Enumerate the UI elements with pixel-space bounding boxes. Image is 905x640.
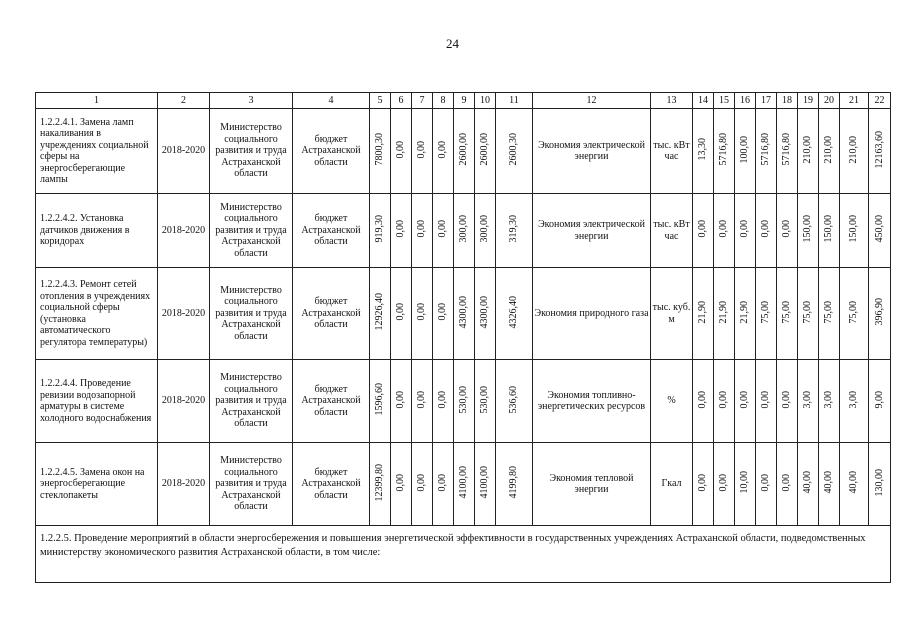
column-number: 16 [735,93,756,109]
indicator-value-text: 0,00 [739,390,751,408]
responsible-executor: Министерство социального развития и труда Астраханской области [210,443,293,526]
expected-effect: Экономия электрической энергии [533,194,651,268]
indicator-value [840,360,869,443]
indicator-value-text: 21,90 [718,300,730,323]
indicator-value-text: 13,30 [697,138,709,161]
unit-of-measure: тыс. кВт час [651,194,693,268]
indicator-value-text: 75,00 [760,300,772,323]
indicator-value [798,360,819,443]
indicator-value [756,268,777,360]
indicator-value-text: 5716,80 [718,133,730,166]
funding-value [370,360,391,443]
indicator-value [735,268,756,360]
indicator-value [869,443,891,526]
funding-value [454,443,475,526]
indicator-value-text: 0,00 [781,220,793,238]
indicator-value [693,109,714,194]
column-number: 9 [454,93,475,109]
expected-effect: Экономия электрической энергии [533,109,651,194]
funding-value-text: 0,00 [395,140,407,158]
implementation-period: 2018-2020 [158,194,210,268]
indicator-value-text: 5716,80 [760,133,772,166]
funding-source: бюджет Астраханской области [293,443,370,526]
implementation-period: 2018-2020 [158,360,210,443]
funding-value [496,443,533,526]
indicator-value-text: 210,00 [802,135,814,163]
unit-of-measure: тыс. куб. м [651,268,693,360]
funding-value [391,443,412,526]
indicator-value [714,360,735,443]
funding-value [475,268,496,360]
indicator-value [756,109,777,194]
column-number: 17 [756,93,777,109]
page-number: 24 [446,36,459,51]
funding-value-text: 0,00 [395,390,407,408]
measure-description: 1.2.2.4.3. Ремонт сетей отопления в учреждениях социальной сферы (установка автоматического регулятора температуры) [36,268,158,360]
funding-value [370,109,391,194]
indicator-value [735,443,756,526]
indicator-value-text: 150,00 [823,215,835,243]
funding-value [412,194,433,268]
funding-value [391,360,412,443]
indicator-value-text: 0,00 [781,390,793,408]
funding-value [412,268,433,360]
funding-value-text: 0,00 [395,473,407,491]
indicator-value [714,268,735,360]
funding-value-text: 300,00 [458,215,470,243]
indicator-value-text: 3,00 [802,390,814,408]
expected-effect: Экономия природного газа [533,268,651,360]
measure-description: 1.2.2.4.4. Проведение ревизии водозапорной арматуры в системе холодного водоснабжения [36,360,158,443]
funding-value-text: 0,00 [416,220,428,238]
indicator-value [756,360,777,443]
indicator-value-text: 0,00 [697,390,709,408]
column-number: 5 [370,93,391,109]
funding-source: бюджет Астраханской области [293,109,370,194]
indicator-value [869,360,891,443]
indicator-value-text: 0,00 [739,220,751,238]
funding-value-text: 0,00 [437,390,449,408]
funding-value-text: 2600,00 [458,133,470,166]
column-number: 15 [714,93,735,109]
indicator-value [693,268,714,360]
responsible-executor: Министерство социального развития и труда Астраханской области [210,268,293,360]
responsible-executor: Министерство социального развития и труда Астраханской области [210,360,293,443]
column-number: 19 [798,93,819,109]
funding-value-text: 4199,80 [508,466,520,499]
indicator-value-text: 0,00 [760,220,772,238]
indicator-value [714,443,735,526]
indicator-value-text: 21,90 [697,300,709,323]
funding-value [496,360,533,443]
indicator-value [798,268,819,360]
indicator-value [756,443,777,526]
funding-value [475,194,496,268]
indicator-value [819,109,840,194]
funding-value [496,109,533,194]
funding-value [496,194,533,268]
column-number: 2 [158,93,210,109]
funding-value-text: 4100,00 [458,466,470,499]
indicator-value-text: 21,90 [739,300,751,323]
unit-of-measure: Гкал [651,443,693,526]
indicator-value [840,268,869,360]
indicator-value [869,109,891,194]
indicator-value-text: 75,00 [781,300,793,323]
funding-value [391,268,412,360]
indicator-value [756,194,777,268]
measure-description: 1.2.2.4.1. Замена ламп накаливания в учреждениях социальной сферы на энергосберегающие лампы [36,109,158,194]
funding-value [475,443,496,526]
funding-value [412,360,433,443]
indicator-value [869,194,891,268]
funding-value-text: 12399,80 [374,463,386,501]
indicator-value [819,194,840,268]
indicator-value [819,360,840,443]
responsible-executor: Министерство социального развития и труда Астраханской области [210,109,293,194]
column-number: 4 [293,93,370,109]
indicator-value-text: 150,00 [848,215,860,243]
indicator-value-text: 0,00 [718,473,730,491]
funding-value [496,268,533,360]
indicator-value-text: 40,00 [848,471,860,494]
indicator-value-text: 0,00 [760,390,772,408]
funding-value [433,443,454,526]
funding-value [454,194,475,268]
funding-value-text: 0,00 [416,303,428,321]
table-row [36,443,891,526]
column-number: 6 [391,93,412,109]
funding-source: бюджет Астраханской области [293,268,370,360]
indicator-value [735,194,756,268]
table-row [36,360,891,443]
table-row [36,268,891,360]
funding-value-text: 0,00 [416,140,428,158]
indicator-value [777,268,798,360]
funding-value [412,109,433,194]
indicator-value-text: 10,00 [739,471,751,494]
indicator-value [840,443,869,526]
column-number: 22 [869,93,891,109]
funding-value [475,109,496,194]
funding-value [391,109,412,194]
responsible-executor: Министерство социального развития и труда Астраханской области [210,194,293,268]
funding-value-text: 4326,40 [508,295,520,328]
funding-value [391,194,412,268]
funding-value [433,109,454,194]
indicator-value [777,109,798,194]
indicator-value [798,109,819,194]
indicator-value-text: 40,00 [802,471,814,494]
implementation-period: 2018-2020 [158,443,210,526]
funding-value-text: 0,00 [395,303,407,321]
funding-value-text: 0,00 [437,140,449,158]
funding-value-text: 1596,60 [374,383,386,416]
indicator-value [735,109,756,194]
expected-effect: Экономия тепловой энергии [533,443,651,526]
indicator-value [840,109,869,194]
measure-description: 1.2.2.4.5. Замена окон на энергосберегающие стеклопакеты [36,443,158,526]
funding-value-text: 919,30 [374,215,386,243]
funding-value-text: 0,00 [395,220,407,238]
funding-value-text: 319,30 [508,215,520,243]
column-number: 20 [819,93,840,109]
funding-value-text: 530,00 [458,385,470,413]
funding-value-text: 4300,00 [479,295,491,328]
indicator-value-text: 0,00 [718,220,730,238]
indicator-value [714,109,735,194]
indicator-value-text: 9,00 [873,390,885,408]
funding-value [454,360,475,443]
expected-effect: Экономия топливно-энергетических ресурсов [533,360,651,443]
indicator-value [693,194,714,268]
indicator-value-text: 3,00 [848,390,860,408]
funding-value-text: 0,00 [416,473,428,491]
indicator-value-text: 75,00 [848,300,860,323]
funding-value-text: 536,60 [508,385,520,413]
indicator-value-text: 100,00 [739,135,751,163]
indicator-value-text: 0,00 [697,473,709,491]
unit-of-measure: % [651,360,693,443]
funding-value [370,443,391,526]
funding-value [370,268,391,360]
indicator-value-text: 210,00 [823,135,835,163]
funding-value [454,109,475,194]
funding-value-text: 7800,30 [374,133,386,166]
indicator-value [693,443,714,526]
column-number: 18 [777,93,798,109]
indicator-value-text: 210,00 [848,135,860,163]
funding-value-text: 0,00 [437,303,449,321]
indicator-value [777,360,798,443]
funding-value-text: 0,00 [437,220,449,238]
funding-value [433,268,454,360]
indicator-value-text: 12163,60 [873,130,885,168]
funding-value-text: 0,00 [437,473,449,491]
indicator-value-text: 75,00 [823,300,835,323]
indicator-value [693,360,714,443]
funding-value-text: 300,00 [479,215,491,243]
indicator-value-text: 0,00 [781,473,793,491]
indicator-value [819,443,840,526]
column-number: 21 [840,93,869,109]
funding-value [454,268,475,360]
funding-value-text: 12926,40 [374,293,386,331]
funding-value-text: 2600,00 [479,133,491,166]
column-number: 8 [433,93,454,109]
indicator-value [777,194,798,268]
indicator-value [714,194,735,268]
indicator-value-text: 0,00 [760,473,772,491]
column-number: 10 [475,93,496,109]
column-number: 7 [412,93,433,109]
table-row [36,194,891,268]
indicator-value-text: 40,00 [823,471,835,494]
indicator-value [798,443,819,526]
implementation-period: 2018-2020 [158,109,210,194]
indicator-value [735,360,756,443]
column-number: 13 [651,93,693,109]
program-table [35,92,891,583]
measure-description: 1.2.2.4.2. Установка датчиков движения в коридорах [36,194,158,268]
column-number: 14 [693,93,714,109]
funding-value-text: 530,00 [479,385,491,413]
indicator-value-text: 150,00 [802,215,814,243]
indicator-value-text: 396,90 [873,298,885,326]
funding-source: бюджет Астраханской области [293,360,370,443]
section-row [36,526,891,583]
column-number-row [36,93,891,109]
unit-of-measure: тыс. кВт час [651,109,693,194]
table-row [36,109,891,194]
funding-source: бюджет Астраханской области [293,194,370,268]
funding-value [412,443,433,526]
funding-value [370,194,391,268]
indicator-value-text: 75,00 [802,300,814,323]
indicator-value [777,443,798,526]
funding-value-text: 2600,30 [508,133,520,166]
column-number: 3 [210,93,293,109]
indicator-value-text: 0,00 [718,390,730,408]
indicator-value-text: 5716,80 [781,133,793,166]
indicator-value [869,268,891,360]
section-heading: 1.2.2.5. Проведение мероприятий в области энергосбережения и повышения энергетической эффективности в государственных учреждениях Астраханской области, подведомственных министерству экономического развития Астраханской области, в том числе: [36,526,891,583]
indicator-value [798,194,819,268]
column-number: 11 [496,93,533,109]
indicator-value-text: 3,00 [823,390,835,408]
indicator-value-text: 130,00 [873,468,885,496]
indicator-value-text: 450,00 [873,215,885,243]
funding-value-text: 4100,00 [479,466,491,499]
funding-value-text: 4300,00 [458,295,470,328]
implementation-period: 2018-2020 [158,268,210,360]
funding-value-text: 0,00 [416,390,428,408]
indicator-value [840,194,869,268]
funding-value [433,194,454,268]
funding-value [433,360,454,443]
indicator-value-text: 0,00 [697,220,709,238]
column-number: 1 [36,93,158,109]
column-number: 12 [533,93,651,109]
funding-value [475,360,496,443]
indicator-value [819,268,840,360]
